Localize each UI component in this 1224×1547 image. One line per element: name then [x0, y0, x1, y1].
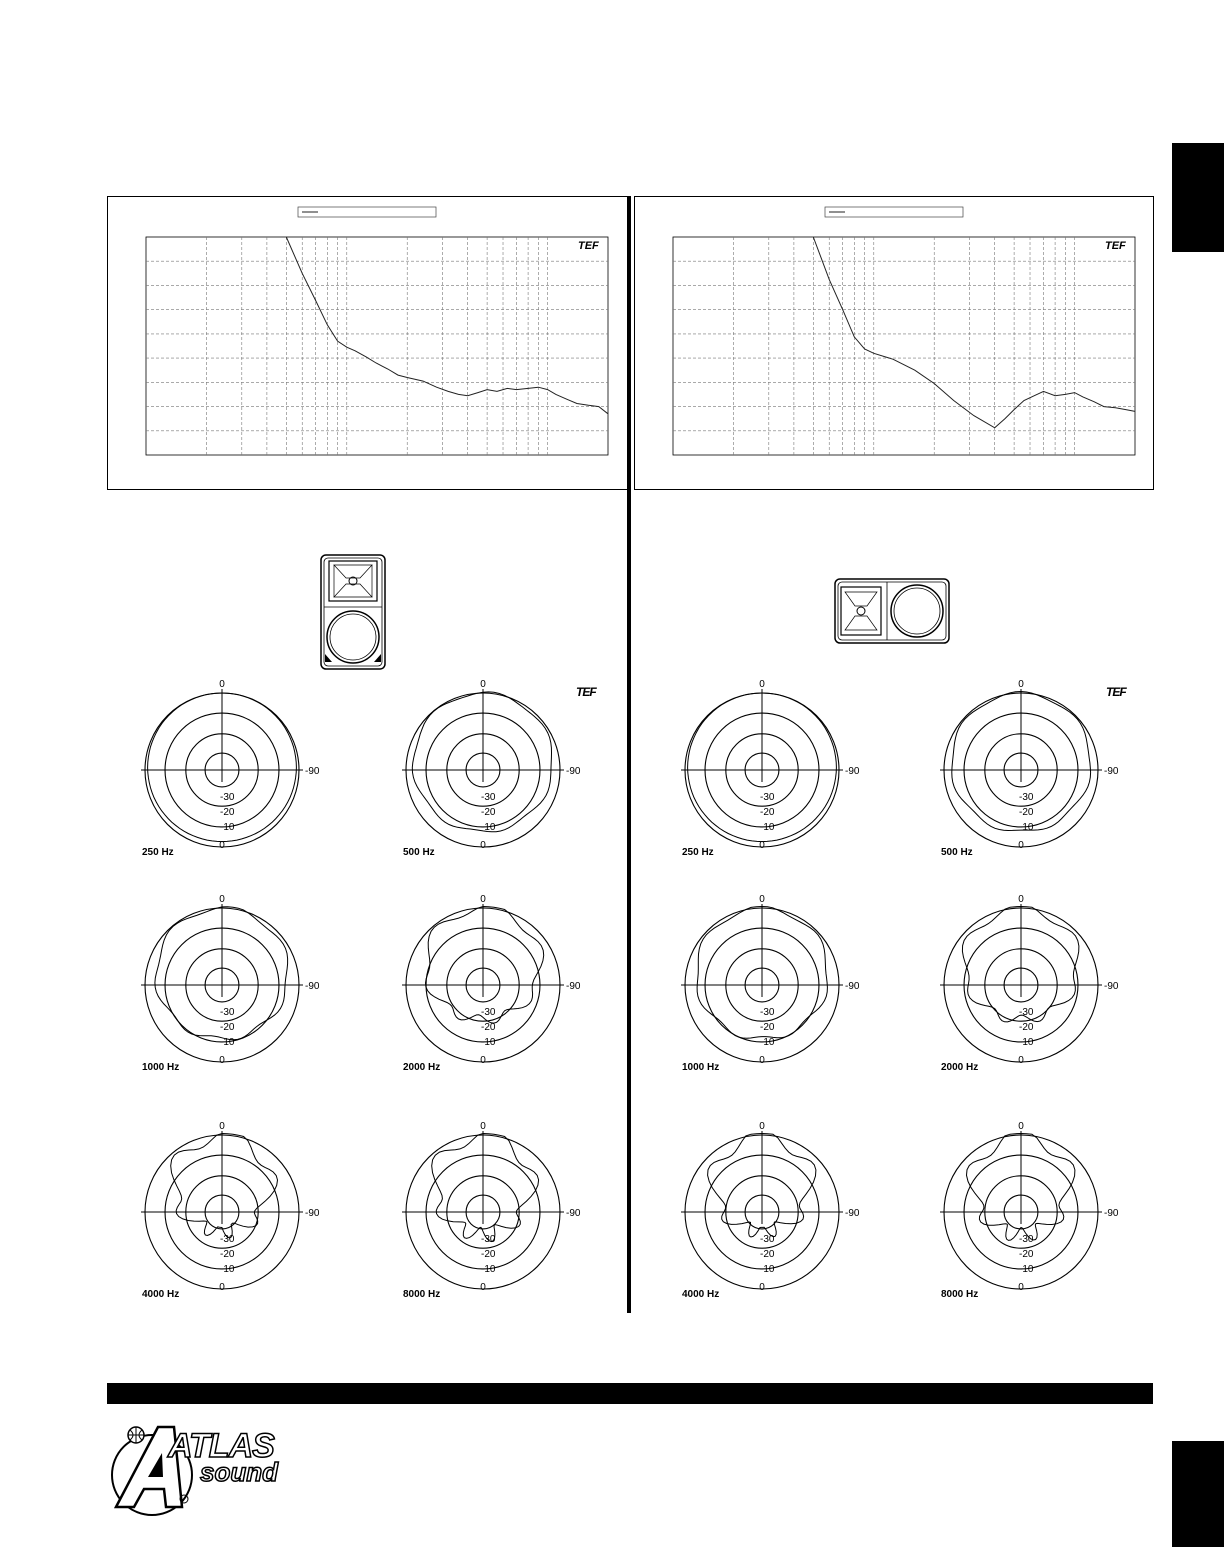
polar-label-ring: -30	[481, 1234, 496, 1245]
legend-box	[825, 207, 963, 217]
polar-label-ring: -20	[760, 1249, 775, 1260]
polar-label-top: 0	[480, 679, 486, 690]
polar-label-right: -90	[305, 981, 320, 992]
atlas-sound-logo	[108, 1417, 300, 1517]
plot-area	[673, 237, 1135, 455]
polar-label-top: 0	[480, 894, 486, 905]
polar-label-ring: -10	[220, 1264, 235, 1275]
plot-area	[146, 237, 608, 455]
right-beamwidth-svg	[635, 197, 1153, 489]
polar-label-top: 0	[219, 679, 225, 690]
polar-label-bottom: 0	[219, 840, 225, 851]
left-beamwidth-chart	[107, 196, 628, 490]
polar-label-ring: -20	[481, 807, 496, 818]
polar-label-right: -90	[1104, 766, 1119, 777]
polar-plot-left-3	[383, 890, 583, 1080]
polar-label-ring: -30	[220, 792, 235, 803]
polar-label-ring: -20	[760, 807, 775, 818]
polar-frequency-label: 8000 Hz	[941, 1289, 979, 1300]
polar-label-bottom: 0	[480, 1282, 486, 1293]
polar-label-top: 0	[759, 1121, 765, 1132]
polar-label-ring: -20	[1019, 1249, 1034, 1260]
polar-frequency-label: 500 Hz	[403, 847, 435, 858]
polar-plot-left-4	[122, 1117, 322, 1307]
polar-label-top: 0	[1018, 894, 1024, 905]
edge-tab-bottom	[1172, 1441, 1224, 1547]
polar-label-ring: -10	[760, 1264, 775, 1275]
polar-label-ring: -10	[481, 822, 496, 833]
tef-logo: TEF	[1105, 240, 1126, 252]
polar-label-right: -90	[845, 981, 860, 992]
polar-plot-left-5	[383, 1117, 583, 1307]
polar-frequency-label: 4000 Hz	[142, 1289, 180, 1300]
polar-label-right: -90	[1104, 981, 1119, 992]
polar-frequency-label: 500 Hz	[941, 847, 973, 858]
polar-label-bottom: 0	[759, 840, 765, 851]
polar-pattern-trace	[432, 1134, 539, 1242]
polar-frequency-label: 250 Hz	[142, 847, 174, 858]
polar-label-ring: -30	[1019, 1007, 1034, 1018]
polar-label-ring: -10	[760, 1037, 775, 1048]
polar-plot-left-0	[122, 675, 322, 865]
polar-plot-left-2	[122, 890, 322, 1080]
polar-label-right: -90	[845, 766, 860, 777]
tef-logo-left: TEF	[576, 685, 596, 699]
center-divider	[627, 196, 631, 1313]
polar-label-ring: -20	[1019, 807, 1034, 818]
polar-label-right: -90	[1104, 1208, 1119, 1219]
polar-frequency-label: 4000 Hz	[682, 1289, 720, 1300]
polar-pattern-trace	[171, 1134, 278, 1239]
polar-label-right: -90	[566, 766, 581, 777]
polar-label-ring: -30	[760, 1007, 775, 1018]
polar-label-bottom: 0	[480, 1055, 486, 1066]
polar-label-ring: -20	[220, 1022, 235, 1033]
polar-label-ring: -20	[481, 1249, 496, 1260]
polar-frequency-label: 2000 Hz	[941, 1062, 979, 1073]
polar-label-ring: -10	[760, 822, 775, 833]
polar-label-ring: -10	[1019, 822, 1034, 833]
polar-label-ring: -20	[760, 1022, 775, 1033]
polar-label-right: -90	[305, 766, 320, 777]
polar-label-bottom: 0	[219, 1055, 225, 1066]
polar-label-top: 0	[480, 1121, 486, 1132]
polar-label-bottom: 0	[219, 1282, 225, 1293]
polar-label-ring: -20	[220, 1249, 235, 1260]
speaker-horizontal-diagram	[834, 578, 950, 644]
speaker-vertical-diagram	[320, 554, 386, 670]
tef-logo-right: TEF	[1106, 685, 1126, 699]
logo-text-atlas: ATLAS	[168, 1427, 274, 1465]
polar-label-ring: -20	[1019, 1022, 1034, 1033]
polar-plot-left-1	[383, 675, 583, 865]
polar-frequency-label: 1000 Hz	[142, 1062, 180, 1073]
right-beamwidth-chart	[634, 196, 1154, 490]
polar-plot-right-0	[662, 675, 862, 865]
polar-plot-right-3	[921, 890, 1121, 1080]
polar-label-right: -90	[566, 1208, 581, 1219]
edge-tab-top	[1172, 143, 1224, 252]
polar-label-top: 0	[219, 1121, 225, 1132]
polar-label-ring: -10	[1019, 1037, 1034, 1048]
polar-label-ring: -30	[220, 1007, 235, 1018]
polar-frequency-label: 1000 Hz	[682, 1062, 720, 1073]
polar-pattern-trace	[426, 907, 544, 1024]
polar-label-bottom: 0	[480, 840, 486, 851]
polar-label-top: 0	[759, 679, 765, 690]
legend-box	[298, 207, 436, 217]
polar-label-ring: -20	[220, 807, 235, 818]
footer-bar	[107, 1383, 1153, 1404]
polar-label-bottom: 0	[1018, 840, 1024, 851]
polar-pattern-trace	[155, 907, 288, 1040]
polar-label-ring: -10	[1019, 1264, 1034, 1275]
polar-label-ring: -10	[481, 1037, 496, 1048]
polar-label-ring: -20	[481, 1022, 496, 1033]
polar-label-bottom: 0	[1018, 1055, 1024, 1066]
polar-label-top: 0	[1018, 1121, 1024, 1132]
polar-plot-right-2	[662, 890, 862, 1080]
polar-label-ring: -10	[220, 822, 235, 833]
left-beamwidth-svg	[108, 197, 627, 489]
polar-label-ring: -30	[760, 792, 775, 803]
polar-label-top: 0	[1018, 679, 1024, 690]
polar-label-ring: -30	[220, 1234, 235, 1245]
polar-label-ring: -30	[1019, 1234, 1034, 1245]
polar-label-ring: -10	[220, 1037, 235, 1048]
polar-label-top: 0	[759, 894, 765, 905]
polar-label-right: -90	[566, 981, 581, 992]
polar-label-ring: -10	[481, 1264, 496, 1275]
polar-label-ring: -30	[481, 792, 496, 803]
polar-label-ring: -30	[760, 1234, 775, 1245]
polar-frequency-label: 250 Hz	[682, 847, 714, 858]
polar-plot-right-1	[921, 675, 1121, 865]
polar-frequency-label: 8000 Hz	[403, 1289, 441, 1300]
polar-label-right: -90	[845, 1208, 860, 1219]
polar-frequency-label: 2000 Hz	[403, 1062, 441, 1073]
polar-label-top: 0	[219, 894, 225, 905]
polar-label-bottom: 0	[759, 1282, 765, 1293]
tef-logo: TEF	[578, 240, 599, 252]
polar-label-ring: -30	[1019, 792, 1034, 803]
polar-label-ring: -30	[481, 1007, 496, 1018]
polar-plot-right-5	[921, 1117, 1121, 1307]
logo-text-sound: sound	[200, 1457, 278, 1487]
polar-label-bottom: 0	[1018, 1282, 1024, 1293]
polar-label-right: -90	[305, 1208, 320, 1219]
polar-plot-right-4	[662, 1117, 862, 1307]
polar-label-bottom: 0	[759, 1055, 765, 1066]
